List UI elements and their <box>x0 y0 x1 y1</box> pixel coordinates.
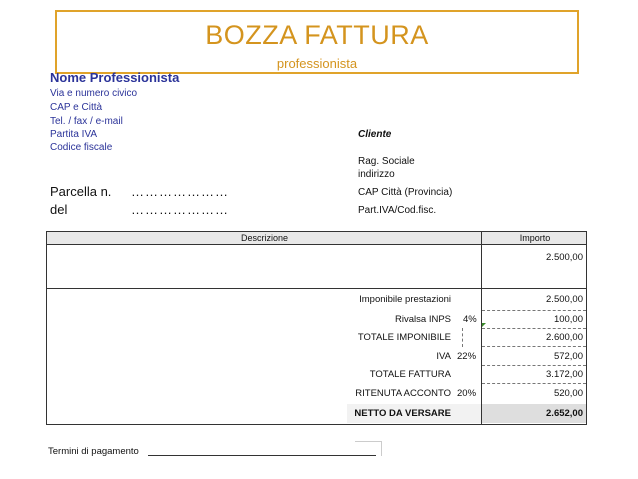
row-rule <box>482 383 586 384</box>
client-vat: Part.IVA/Cod.fisc. <box>358 205 437 216</box>
pct-divider <box>462 328 463 347</box>
document-subtitle: professionista <box>276 56 358 71</box>
table-row-percent[interactable]: 20% <box>457 388 477 399</box>
table-row-amount[interactable]: 520,00 <box>553 388 583 399</box>
table-row-label: TOTALE FATTURA <box>369 369 451 380</box>
cell-corner <box>355 441 382 456</box>
invoice-number-label: Parcella n. <box>50 184 112 199</box>
header-amount: Importo <box>519 233 551 243</box>
table-row-amount[interactable]: 2.500,00 <box>546 294 583 305</box>
professional-vat: Partita IVA <box>50 129 98 140</box>
invoice-date-field[interactable]: ………………… <box>131 202 229 217</box>
table-row-percent[interactable]: 22% <box>457 351 477 362</box>
professional-address: Via e numero civico <box>50 88 138 99</box>
invoice-date-label: del <box>50 202 68 217</box>
client-label: Cliente <box>358 129 392 140</box>
table-row-amount[interactable]: 3.172,00 <box>546 369 583 380</box>
client-city: CAP Città (Provincia) <box>358 187 453 198</box>
table-row-label: IVA <box>436 351 451 362</box>
title-banner <box>55 10 579 74</box>
row-separator <box>47 288 586 289</box>
invoice-number-field[interactable]: ………………… <box>131 184 229 199</box>
document-title: BOZZA FATTURA <box>205 20 429 50</box>
row-rule <box>482 346 586 347</box>
professional-contacts: Tel. / fax / e-mail <box>50 116 123 127</box>
payment-terms-label: Termini di pagamento <box>48 446 139 457</box>
client-company: Rag. Sociale <box>358 156 415 167</box>
table-row-label: Imponibile prestazioni <box>359 294 451 305</box>
net-total-label: NETTO DA VERSARE <box>354 408 451 419</box>
net-total-amount[interactable]: 2.652,00 <box>546 408 583 419</box>
table-row-percent[interactable]: 4% <box>463 314 477 325</box>
table-row-amount[interactable]: 2.600,00 <box>546 332 583 343</box>
table-row-label: RITENUTA ACCONTO <box>355 388 451 399</box>
table-row-amount[interactable]: 100,00 <box>553 314 583 325</box>
row-rule <box>482 365 586 366</box>
table-row-label: Rivalsa INPS <box>395 314 451 325</box>
professional-tax-code: Codice fiscale <box>50 142 113 153</box>
professional-name: Nome Professionista <box>50 70 180 85</box>
professional-city: CAP e Città <box>50 102 103 113</box>
table-row-label: TOTALE IMPONIBILE <box>357 332 451 343</box>
cell-note-indicator <box>482 323 486 327</box>
header-description: Descrizione <box>240 233 289 243</box>
payment-terms-field[interactable] <box>148 455 376 456</box>
invoice-table <box>46 231 587 425</box>
client-address: indirizzo <box>358 169 395 180</box>
first-amount[interactable]: 2.500,00 <box>546 252 583 263</box>
table-row-amount[interactable]: 572,00 <box>553 351 583 362</box>
row-rule <box>482 310 586 311</box>
row-rule <box>482 328 586 329</box>
